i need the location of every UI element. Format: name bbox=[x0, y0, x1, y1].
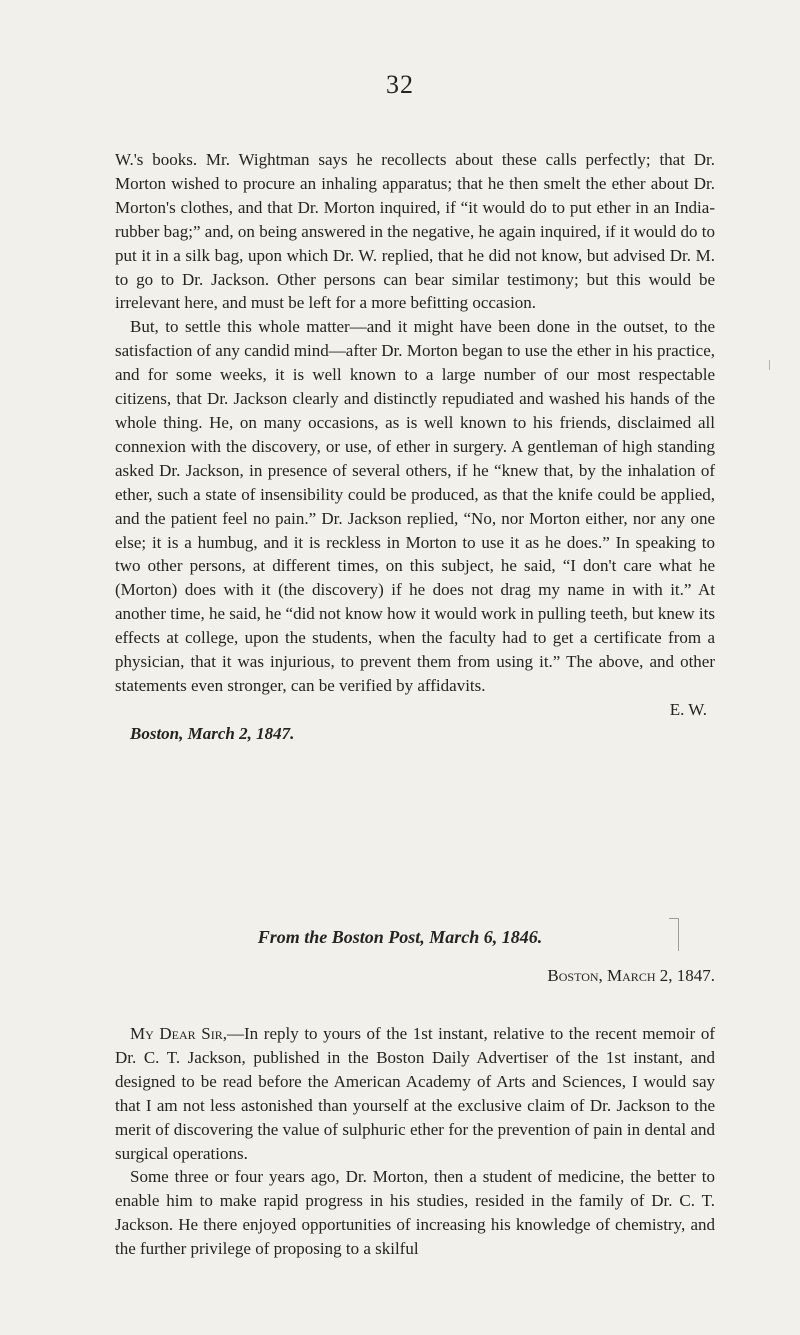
signoff bbox=[115, 698, 715, 722]
bracket-mark bbox=[669, 918, 679, 951]
paragraph: W.'s books. Mr. Wightman says he recollects about these calls perfectly; that Dr. Morton wished to procure an inhaling apparatus; that he then smelt the ether about Dr. Morton's clothes, and that Dr. Morton inquired, if “it would do to put ether in an India-rubber bag;” and, on being answered in the negative, he again inquired, if it would do to put it in a silk bag, upon which Dr. W. replied, that he did not know, but advised Dr. M. to go to Dr. Jackson. Other persons can bear similar testimony; but this would be irrelevant here, and must be left for a more befitting occasion. bbox=[115, 150, 715, 313]
signature: E. W. bbox=[669, 699, 707, 719]
dateline: Boston, March 2, 1847. bbox=[130, 723, 295, 743]
page-number: 32 bbox=[386, 70, 414, 99]
margin-mark bbox=[769, 360, 774, 370]
letter-place-date: Boston, March 2, 1847. bbox=[547, 966, 715, 985]
paragraph: Some three or four years ago, Dr. Morton, then a student of medicine, the better to enable him to make rapid progress in his studies, resided in the family of Dr. C. T. Jackson. He there enjoyed opportunities of increasing his knowledge of chemistry, and the further privilege of proposing to a skilful bbox=[115, 1167, 715, 1259]
salutation: My Dear Sir, bbox=[130, 1024, 227, 1043]
paragraph: But, to settle this whole matter—and it might have been done in the outset, to the satisfaction of any candid mind—after Dr. Morton began to use the ether in his practice, and for some weeks, it is well known to a large number of our most respectable citizens, that Dr. Jackson clearly and distinctly repudiated and washed his hands of the whole thing. He, on many occasions, as is well known to his friends, disclaimed all connexion with the discovery, or use, of ether in surgery. A gentleman of high standing asked Dr. Jackson, in presence of several others, if he “knew that, by the inhalation of ether, such a state of insensibility could be produced, as that the knife could be applied, and the patient feel no pain.” Dr. Jackson replied, “No, nor Morton either, nor any one else; it is a humbug, and it is reckless in Morton to use it as he does.” In speaking to two other persons, at different times, on this subject, he said, “I don't care what he (Morton) does with it (the discovery) if he does not drag my name in with it.” At another time, he said, he “did not know how it would work in pulling teeth, but knew its effects at college, upon the students, when the faculty had to get a certificate from a physician, that it was injurious, to prevent them from using it.” The above, and other statements even stronger, can be verified by affidavits. bbox=[115, 317, 715, 695]
section-heading: From the Boston Post, March 6, 1846. bbox=[257, 927, 543, 947]
letter-ew bbox=[115, 148, 715, 746]
paragraph: My Dear Sir,—In reply to yours of the 1st instant, relative to the recent memoir of Dr. C. T. Jackson, published in the Boston Daily Advertiser of the 1st instant, and designed to be read before the American Academy of Arts and Sciences, I would say that I am not less astonished than yourself at the exclusive claim of Dr. Jackson to the merit of discovering the value of sulphuric ether for the prevention of pain in dental and surgical operations. bbox=[115, 1024, 715, 1163]
letter-boston-post bbox=[115, 1022, 715, 1261]
